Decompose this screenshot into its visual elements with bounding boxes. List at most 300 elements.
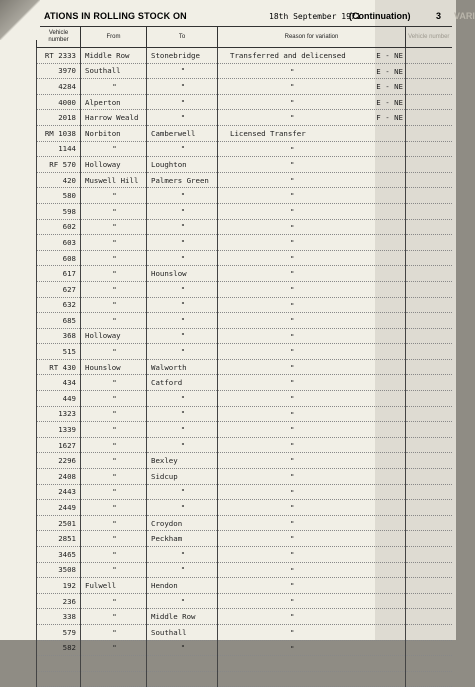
cell-extra: [406, 250, 452, 266]
cell-vehicle-number: 515: [37, 344, 81, 360]
cell-reason: [218, 79, 406, 95]
cell-extra: [406, 500, 452, 516]
cell-vehicle-number: RT 430: [37, 359, 81, 375]
cell-extra: [406, 141, 452, 157]
cell-to: ": [147, 235, 218, 251]
reason-text: ": [290, 487, 295, 497]
cell-vehicle-number: 2851: [37, 531, 81, 547]
table-row: [37, 391, 452, 407]
cell-reason: [218, 437, 406, 453]
depot-code: E - NE: [376, 97, 403, 107]
cell-extra: [406, 656, 452, 672]
cell-vehicle-number: 449: [37, 391, 81, 407]
reason-text: ": [290, 456, 295, 466]
cell-extra: [406, 297, 452, 313]
cell-reason: [218, 375, 406, 391]
cell-to: ": [147, 313, 218, 329]
reason-text: ": [290, 565, 295, 575]
cell-to: Middle Row: [147, 609, 218, 625]
cell-extra: [406, 328, 452, 344]
table-row: [37, 250, 452, 266]
cell-extra: [406, 344, 452, 360]
cell-reason: [218, 656, 406, 672]
cell-to: ": [147, 406, 218, 422]
table-row: [37, 671, 452, 687]
cell-from: ": [81, 391, 147, 407]
cell-extra: [406, 640, 452, 656]
reason-text: ": [290, 144, 295, 154]
cell-extra: [406, 671, 452, 687]
cell-from: ": [81, 562, 147, 578]
depot-code: E - NE: [376, 51, 403, 60]
cell-from: ": [81, 250, 147, 266]
reason-text: ": [290, 191, 295, 201]
table-row: [37, 359, 452, 375]
reason-text: ": [290, 425, 295, 435]
table-row: [37, 344, 452, 360]
table-row: [37, 656, 452, 672]
reason-text: ": [290, 409, 295, 419]
cell-vehicle-number: 2443: [37, 484, 81, 500]
cell-reason: [218, 391, 406, 407]
cell-reason: [218, 188, 406, 204]
cell-from: ": [81, 281, 147, 297]
table-row: [37, 453, 452, 469]
cell-from: Norbiton: [81, 125, 147, 141]
cell-from: ": [81, 266, 147, 282]
cell-from: Alperton: [81, 94, 147, 110]
table-row: [37, 188, 452, 204]
cell-to: ": [147, 110, 218, 126]
heading-date: 18th September 1971: [269, 12, 361, 21]
cell-extra: [406, 48, 452, 64]
cell-vehicle-number: 2018: [37, 110, 81, 126]
cell-reason: [218, 94, 406, 110]
cell-extra: [406, 391, 452, 407]
cell-reason: [218, 344, 406, 360]
reason-text: ": [290, 316, 295, 326]
cell-extra: [406, 313, 452, 329]
table-row: [37, 593, 452, 609]
cell-extra: [406, 125, 452, 141]
cell-vehicle-number: 3970: [37, 63, 81, 79]
cell-from: ": [81, 593, 147, 609]
cell-reason: [218, 406, 406, 422]
cell-reason: [218, 531, 406, 547]
cell-extra: [406, 157, 452, 173]
reason-text: ": [290, 175, 295, 185]
reason-text: ": [290, 300, 295, 310]
table-header-row: [37, 27, 452, 48]
cell-from: ": [81, 437, 147, 453]
cell-reason: [218, 422, 406, 438]
cell-extra: [406, 469, 452, 485]
cell-to: Stonebridge: [147, 48, 218, 64]
rolling-stock-table: [36, 26, 452, 687]
cell-from: ": [81, 422, 147, 438]
cell-extra: [406, 375, 452, 391]
cell-from: Holloway: [81, 328, 147, 344]
cell-from: ": [81, 547, 147, 563]
table-row: [37, 624, 452, 640]
cell-to: Croydon: [147, 515, 218, 531]
cell-extra: [406, 63, 452, 79]
cell-from: ": [81, 515, 147, 531]
cell-to: ": [147, 547, 218, 563]
table-row: [37, 141, 452, 157]
cell-extra: [406, 219, 452, 235]
cell-vehicle-number: 2408: [37, 469, 81, 485]
heading-bleed-text: VARI: [454, 11, 475, 21]
cell-from: ": [81, 313, 147, 329]
cell-extra: [406, 422, 452, 438]
cell-reason: [218, 48, 406, 64]
cell-reason: [218, 219, 406, 235]
cell-from: ": [81, 219, 147, 235]
cell-from: ": [81, 141, 147, 157]
reason-text: ": [290, 394, 295, 404]
cell-from: Fulwell: [81, 578, 147, 594]
reason-text: ": [290, 331, 295, 341]
cell-extra: [406, 79, 452, 95]
cell-to: [147, 656, 218, 672]
table-row: [37, 422, 452, 438]
cell-extra: [406, 359, 452, 375]
cell-reason: [218, 281, 406, 297]
table-row: [37, 48, 452, 64]
table-row: [37, 266, 452, 282]
table-row: [37, 640, 452, 656]
cell-reason: [218, 63, 406, 79]
heading-page-number: 3: [436, 11, 442, 21]
cell-from: ": [81, 406, 147, 422]
cell-from: ": [81, 624, 147, 640]
table-row: [37, 328, 452, 344]
cell-extra: [406, 188, 452, 204]
reason-text: Licensed Transfer: [230, 128, 306, 138]
cell-reason: [218, 125, 406, 141]
table-row: [37, 609, 452, 625]
cell-extra: [406, 281, 452, 297]
table-row: [37, 79, 452, 95]
reason-text: ": [290, 518, 295, 528]
cell-extra: [406, 235, 452, 251]
reason-text: ": [290, 643, 295, 653]
cell-to: Southall: [147, 624, 218, 640]
cell-extra: [406, 484, 452, 500]
cell-to: ": [147, 281, 218, 297]
cell-vehicle-number: 627: [37, 281, 81, 297]
cell-from: ": [81, 453, 147, 469]
reason-text: ": [290, 206, 295, 216]
cell-reason: [218, 359, 406, 375]
reason-text: ": [290, 362, 295, 372]
cell-from: ": [81, 235, 147, 251]
cell-to: ": [147, 328, 218, 344]
cell-to: ": [147, 344, 218, 360]
cell-to: ": [147, 250, 218, 266]
cell-to: Hounslow: [147, 266, 218, 282]
cell-vehicle-number: 598: [37, 203, 81, 219]
cell-vehicle-number: 2449: [37, 500, 81, 516]
cell-from: Hounslow: [81, 359, 147, 375]
heading-continuation: (Continuation): [349, 11, 411, 21]
cell-reason: [218, 328, 406, 344]
cell-vehicle-number: 603: [37, 235, 81, 251]
cell-extra: [406, 203, 452, 219]
table-row: [37, 203, 452, 219]
reason-text: ": [290, 66, 295, 76]
cell-reason: [218, 562, 406, 578]
cell-vehicle-number: 632: [37, 297, 81, 313]
table-row: [37, 63, 452, 79]
cell-reason: [218, 203, 406, 219]
cell-vehicle-number: 3508: [37, 562, 81, 578]
cell-reason: [218, 640, 406, 656]
cell-vehicle-number: 582: [37, 640, 81, 656]
reason-text: ": [290, 97, 295, 107]
cell-to: ": [147, 500, 218, 516]
heading-title: ATIONS IN ROLLING STOCK ON: [44, 11, 187, 21]
reason-text: ": [290, 581, 295, 591]
table-row: [37, 375, 452, 391]
cell-extra: [406, 578, 452, 594]
cell-to: Hendon: [147, 578, 218, 594]
cell-reason: [218, 500, 406, 516]
cell-extra: [406, 172, 452, 188]
table-row: [37, 515, 452, 531]
cell-reason: [218, 266, 406, 282]
cell-to: [147, 671, 218, 687]
reason-text: ": [290, 550, 295, 559]
cell-from: ": [81, 297, 147, 313]
cell-reason: [218, 484, 406, 500]
cell-to: Bexley: [147, 453, 218, 469]
cell-vehicle-number: 236: [37, 593, 81, 609]
reason-text: ": [290, 238, 295, 248]
cell-reason: [218, 250, 406, 266]
reason-text: ": [290, 160, 295, 170]
cell-vehicle-number: 338: [37, 609, 81, 625]
table-row: [37, 562, 452, 578]
cell-to: ": [147, 484, 218, 500]
cell-to: ": [147, 63, 218, 79]
cell-from: ": [81, 484, 147, 500]
cell-vehicle-number: 4284: [37, 79, 81, 95]
table-row: [37, 94, 452, 110]
reason-text: ": [290, 440, 295, 450]
cell-extra: [406, 437, 452, 453]
cell-from: Muswell Hill: [81, 172, 147, 188]
cell-reason: [218, 235, 406, 251]
table-row: [37, 172, 452, 188]
cell-from: ": [81, 79, 147, 95]
cell-vehicle-number: 1627: [37, 437, 81, 453]
cell-reason: [218, 547, 406, 563]
cell-from: [81, 656, 147, 672]
cell-reason: [218, 515, 406, 531]
cell-vehicle-number: 2501: [37, 515, 81, 531]
cell-from: Holloway: [81, 157, 147, 173]
reason-text: ": [290, 113, 295, 123]
cell-reason: [218, 110, 406, 126]
cell-reason: [218, 141, 406, 157]
cell-reason: [218, 578, 406, 594]
reason-text: ": [290, 284, 295, 294]
depot-code: F - NE: [376, 113, 403, 123]
cell-from: ": [81, 188, 147, 204]
cell-vehicle-number: RM 1038: [37, 125, 81, 141]
cell-to: ": [147, 562, 218, 578]
cell-extra: [406, 515, 452, 531]
col-from: From: [81, 27, 147, 48]
cell-vehicle-number: 420: [37, 172, 81, 188]
folded-corner: [0, 0, 40, 40]
col-extra-vehicle-number: Vehicle number: [406, 27, 452, 48]
reason-text: ": [290, 503, 295, 513]
cell-vehicle-number: 602: [37, 219, 81, 235]
cell-reason: [218, 671, 406, 687]
reason-text: ": [290, 596, 295, 606]
col-reason: Reason for variation: [218, 27, 406, 48]
cell-reason: [218, 609, 406, 625]
cell-to: Loughton: [147, 157, 218, 173]
reason-text: Transferred and delicensed: [230, 51, 346, 60]
depot-code: E - NE: [376, 82, 403, 92]
cell-to: Catford: [147, 375, 218, 391]
cell-to: ": [147, 422, 218, 438]
cell-from: Middle Row: [81, 48, 147, 64]
reason-text: ": [290, 82, 295, 92]
cell-to: Camberwell: [147, 125, 218, 141]
cell-from: ": [81, 203, 147, 219]
reason-text: ": [290, 378, 295, 388]
cell-from: ": [81, 531, 147, 547]
cell-from: ": [81, 469, 147, 485]
cell-vehicle-number: 3465: [37, 547, 81, 563]
cell-extra: [406, 406, 452, 422]
cell-vehicle-number: RF 570: [37, 157, 81, 173]
reason-text: ": [290, 269, 295, 279]
cell-extra: [406, 593, 452, 609]
cell-vehicle-number: RT 2333: [37, 48, 81, 64]
cell-reason: [218, 313, 406, 329]
cell-to: ": [147, 437, 218, 453]
cell-from: [81, 671, 147, 687]
cell-from: ": [81, 609, 147, 625]
cell-extra: [406, 547, 452, 563]
col-to: To: [147, 27, 218, 48]
cell-vehicle-number: 617: [37, 266, 81, 282]
cell-extra: [406, 266, 452, 282]
cell-vehicle-number: 608: [37, 250, 81, 266]
cell-reason: [218, 297, 406, 313]
cell-extra: [406, 531, 452, 547]
table-row: [37, 484, 452, 500]
cell-to: ": [147, 203, 218, 219]
cell-vehicle-number: [37, 671, 81, 687]
cell-extra: [406, 94, 452, 110]
cell-vehicle-number: 580: [37, 188, 81, 204]
table-row: [37, 235, 452, 251]
table-row: [37, 531, 452, 547]
cell-to: ": [147, 297, 218, 313]
cell-to: ": [147, 79, 218, 95]
cell-to: ": [147, 391, 218, 407]
reason-text: ": [290, 253, 295, 263]
reason-text: ": [290, 534, 295, 544]
table-row: [37, 437, 452, 453]
cell-extra: [406, 609, 452, 625]
cell-vehicle-number: 579: [37, 624, 81, 640]
cell-vehicle-number: 192: [37, 578, 81, 594]
cell-vehicle-number: 685: [37, 313, 81, 329]
table-row: [37, 219, 452, 235]
cell-extra: [406, 110, 452, 126]
cell-from: Southall: [81, 63, 147, 79]
cell-extra: [406, 562, 452, 578]
cell-to: ": [147, 219, 218, 235]
table-row: [37, 281, 452, 297]
cell-to: ": [147, 94, 218, 110]
table-row: [37, 406, 452, 422]
cell-to: ": [147, 141, 218, 157]
cell-to: ": [147, 188, 218, 204]
cell-to: Palmers Green: [147, 172, 218, 188]
reason-text: ": [290, 612, 295, 622]
depot-code: E - NE: [376, 66, 403, 76]
table-row: [37, 157, 452, 173]
cell-vehicle-number: 1339: [37, 422, 81, 438]
cell-to: ": [147, 640, 218, 656]
cell-extra: [406, 453, 452, 469]
cell-extra: [406, 624, 452, 640]
page-heading: [44, 10, 475, 24]
cell-from: ": [81, 344, 147, 360]
reason-text: ": [290, 222, 295, 232]
reason-text: ": [290, 627, 295, 637]
table-row: [37, 547, 452, 563]
cell-from: ": [81, 500, 147, 516]
cell-from: ": [81, 375, 147, 391]
table-row: [37, 110, 452, 126]
cell-vehicle-number: 1323: [37, 406, 81, 422]
cell-to: Sidcup: [147, 469, 218, 485]
cell-vehicle-number: 2296: [37, 453, 81, 469]
table-row: [37, 313, 452, 329]
cell-reason: [218, 593, 406, 609]
cell-from: Harrow Weald: [81, 110, 147, 126]
cell-reason: [218, 453, 406, 469]
table-row: [37, 297, 452, 313]
table-row: [37, 500, 452, 516]
cell-to: Peckham: [147, 531, 218, 547]
cell-reason: [218, 172, 406, 188]
cell-vehicle-number: 4000: [37, 94, 81, 110]
col-vehicle-number: Vehicle number: [37, 27, 81, 48]
table-row: [37, 578, 452, 594]
cell-vehicle-number: 1144: [37, 141, 81, 157]
table-row: [37, 125, 452, 141]
cell-reason: [218, 624, 406, 640]
reason-text: ": [290, 347, 295, 357]
cell-reason: [218, 157, 406, 173]
cell-to: Walworth: [147, 359, 218, 375]
table-row: [37, 469, 452, 485]
cell-vehicle-number: [37, 656, 81, 672]
cell-to: ": [147, 593, 218, 609]
cell-from: ": [81, 640, 147, 656]
